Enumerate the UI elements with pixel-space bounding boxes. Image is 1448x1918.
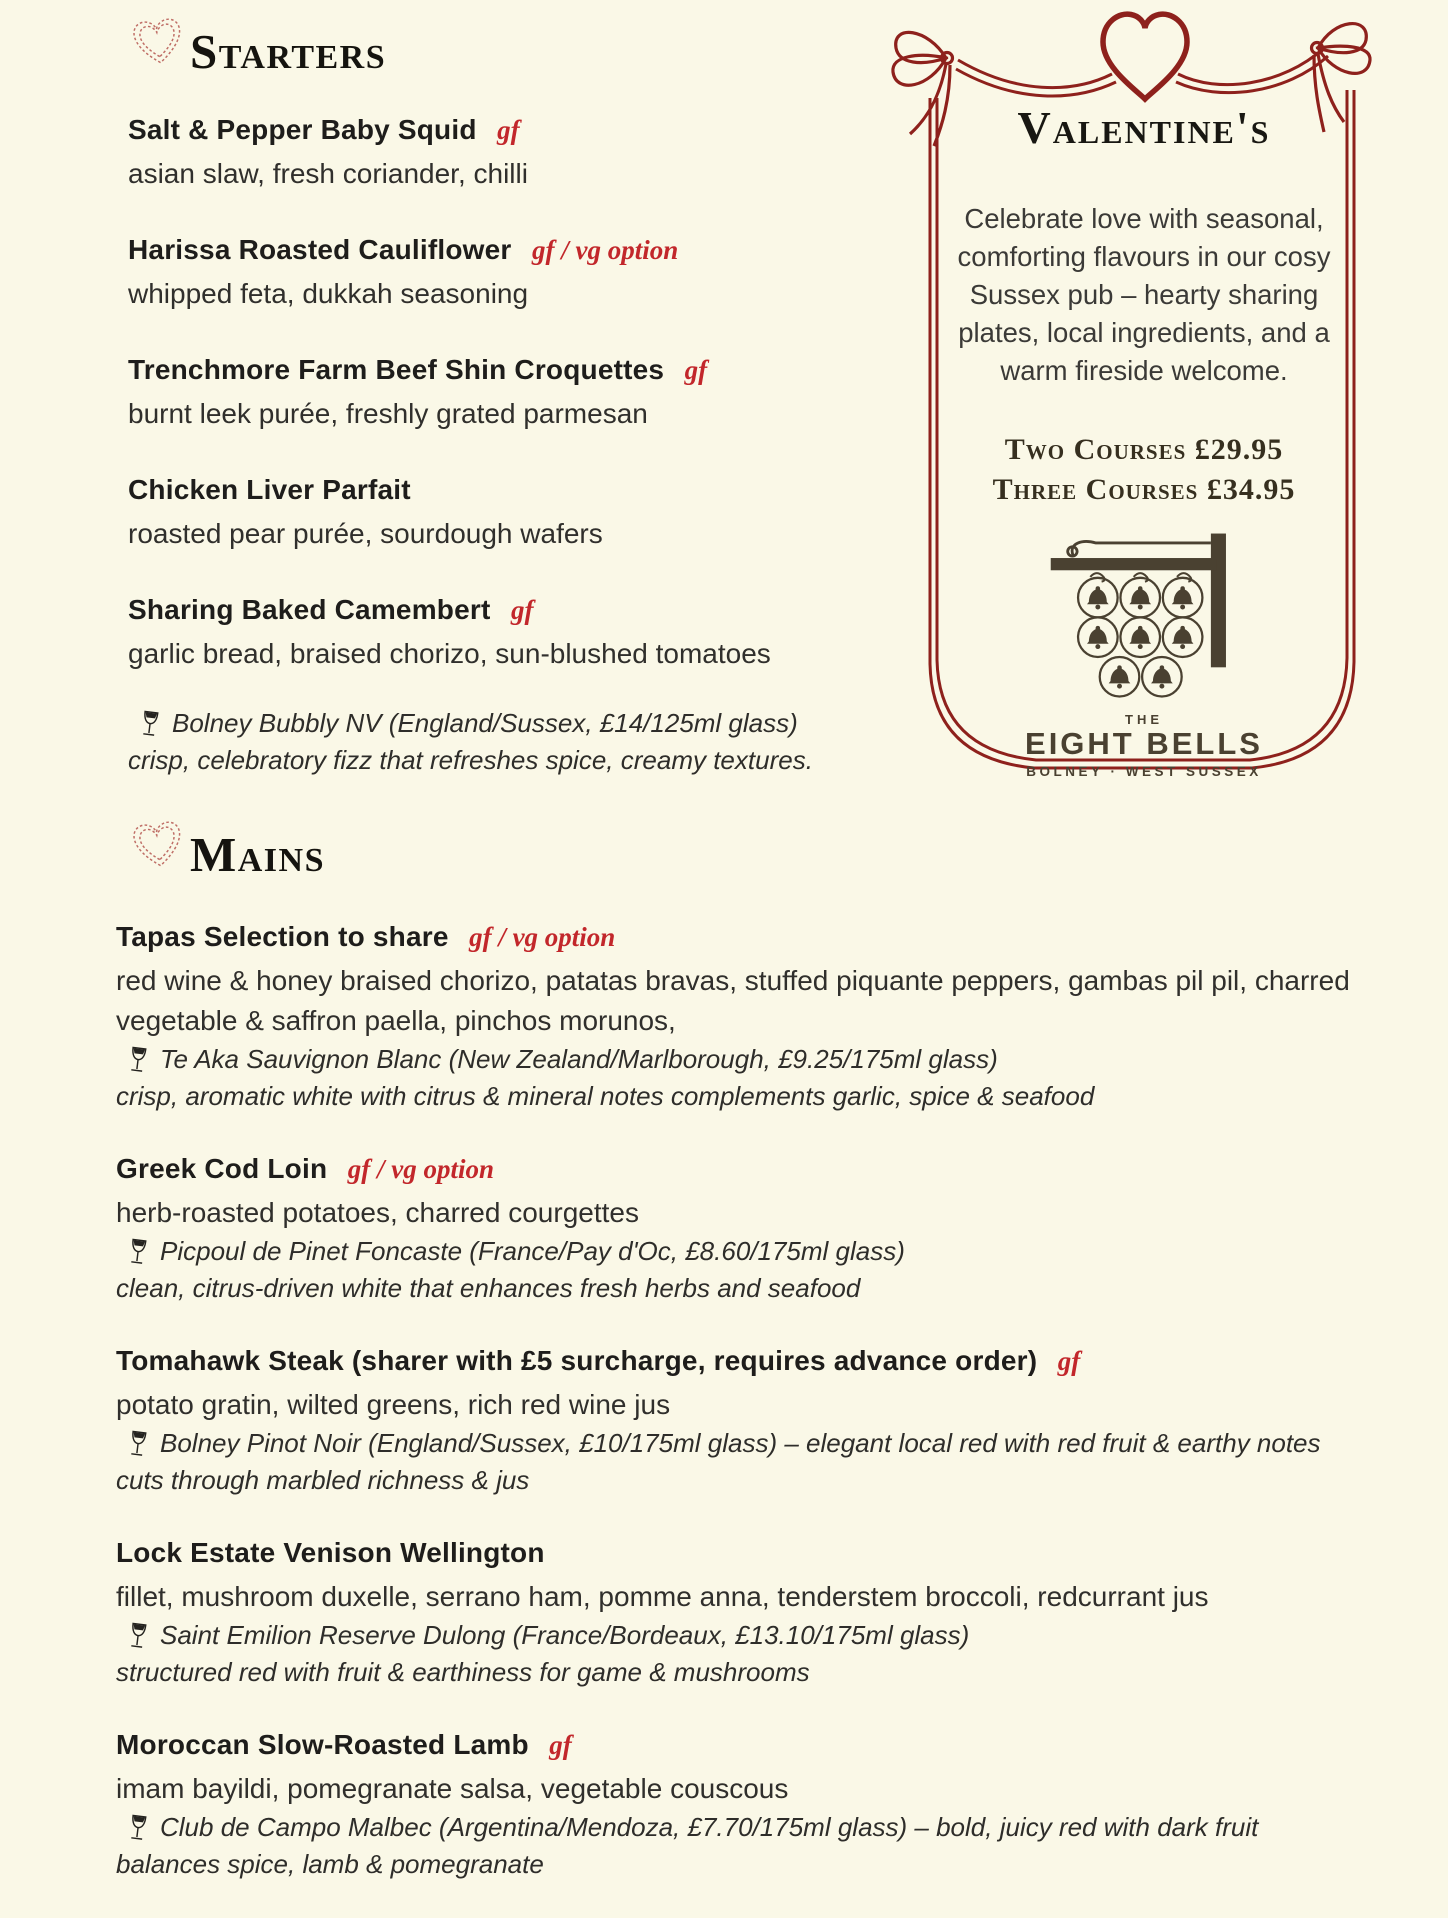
- wine-name-line: [116, 1425, 1416, 1462]
- dish-description: fillet, mushroom duxelle, serrano ham, pomme anna, tenderstem broccoli, redcurrant jus: [116, 1581, 1209, 1612]
- wine-glass-icon: [128, 1622, 148, 1650]
- menu-item-header: [116, 918, 1432, 961]
- logo-the: THE: [1125, 712, 1163, 727]
- wine-glass-icon: [128, 1814, 148, 1842]
- wine-note: cuts through marbled richness & jus: [116, 1465, 530, 1495]
- menu-item: [116, 1534, 1432, 1691]
- wine-name: Te Aka Sauvignon Blanc (New Zealand/Marlborough, £9.25/175ml glass): [160, 1044, 998, 1074]
- dish-name: Moroccan Slow-Roasted Lamb: [116, 1729, 529, 1760]
- mains-title: Mains: [190, 826, 325, 882]
- three-courses-price: Three Courses £34.95: [992, 473, 1296, 506]
- dish-description: herb-roasted potatoes, charred courgettes: [116, 1197, 639, 1228]
- dish-description: imam bayildi, pomegranate salsa, vegetable couscous: [116, 1773, 789, 1804]
- menu-item: [116, 1726, 1432, 1883]
- two-courses-price: Two Courses £29.95: [1004, 433, 1284, 466]
- dish-name: Harissa Roasted Cauliflower: [128, 234, 512, 265]
- eight-bells-logo: [866, 526, 1422, 779]
- valentines-panel: [866, 2, 1422, 802]
- valentines-panel-content: [866, 2, 1422, 779]
- pub-sign-bells-icon: [1045, 526, 1243, 705]
- logo-name: EIGHT BELLS: [1025, 726, 1263, 761]
- wine-pairing: [116, 1041, 1416, 1115]
- menu-item-header: [116, 1150, 1432, 1193]
- wine-name-line: [116, 1809, 1416, 1846]
- dish-description: garlic bread, braised chorizo, sun-blushed tomatoes: [128, 638, 771, 669]
- wine-name: Saint Emilion Reserve Dulong (France/Bordeaux, £13.10/175ml glass): [160, 1620, 970, 1650]
- wine-note: crisp, celebratory fizz that refreshes spice, creamy textures.: [128, 745, 813, 775]
- dietary-tag: gf: [497, 115, 520, 145]
- wine-glass-icon: [140, 710, 160, 738]
- wine-pairing: [116, 1617, 1416, 1691]
- dish-name: Tomahawk Steak (sharer with £5 surcharge, requires advance order): [116, 1345, 1038, 1376]
- dietary-tag: gf: [684, 355, 708, 385]
- dietary-tag: gf: [1057, 1346, 1081, 1376]
- dietary-tag: gf: [510, 595, 534, 625]
- menu-item-header: [116, 1726, 1432, 1769]
- valentines-title: Valentine's: [1017, 102, 1271, 153]
- dietary-tag: gf / vg option: [347, 1154, 494, 1184]
- stitched-heart-icon: [130, 819, 186, 884]
- wine-name-line: [116, 1617, 1416, 1654]
- starters-title: Starters: [190, 23, 387, 79]
- dish-description: whipped feta, dukkah seasoning: [128, 278, 529, 309]
- wine-note: clean, citrus-driven white that enhances fresh herbs and seafood: [116, 1273, 861, 1303]
- wine-name-line: [116, 1233, 1416, 1270]
- logo-location: BOLNEY · WEST SUSSEX: [1026, 764, 1262, 779]
- dish-description: red wine & honey braised chorizo, patatas bravas, stuffed piquante peppers, gambas pil pil, charred vegetable & saffron paella, pinchos morunos,: [116, 965, 1350, 1036]
- dish-description: asian slaw, fresh coriander, chilli: [128, 158, 528, 189]
- wine-glass-icon: [128, 1430, 148, 1458]
- dish-name: Sharing Baked Camembert: [128, 594, 491, 625]
- valentines-intro: Celebrate love with seasonal, comforting flavours in our cosy Sussex pub – hearty sharing plates, local ingredients, and a warm fireside welcome.: [957, 203, 1331, 386]
- dish-name: Greek Cod Loin: [116, 1153, 328, 1184]
- mains-heading: [130, 825, 1432, 884]
- dietary-tag: gf / vg option: [531, 235, 679, 265]
- dish-description: roasted pear purée, sourdough wafers: [128, 518, 603, 549]
- menu-item-header: [116, 1342, 1432, 1385]
- dish-name: Tapas Selection to share: [116, 921, 449, 952]
- menu-item: [116, 918, 1432, 1115]
- wine-glass-icon: [128, 1046, 148, 1074]
- menu-item: [116, 1150, 1432, 1307]
- dish-name: Trenchmore Farm Beef Shin Croquettes: [128, 354, 665, 385]
- wine-glass-icon: [128, 1238, 148, 1266]
- menu-item: [116, 1342, 1432, 1499]
- wine-note: crisp, aromatic white with citrus & mineral notes complements garlic, spice & seafood: [116, 1081, 1095, 1111]
- wine-name: Bolney Pinot Noir (England/Sussex, £10/175ml glass) – elegant local red with red fruit & earthy notes: [160, 1428, 1321, 1458]
- menu-item-header: [116, 1534, 1432, 1577]
- wine-name-line: [116, 1041, 1416, 1078]
- dish-description: burnt leek purée, freshly grated parmesan: [128, 398, 648, 429]
- wine-pairing: [116, 1425, 1416, 1499]
- dish-name: Salt & Pepper Baby Squid: [128, 114, 477, 145]
- wine-name: Club de Campo Malbec (Argentina/Mendoza, £7.70/175ml glass) – bold, juicy red with dark fruit: [160, 1812, 1259, 1842]
- dish-description: potato gratin, wilted greens, rich red wine jus: [116, 1389, 671, 1420]
- dish-name: Chicken Liver Parfait: [128, 474, 411, 505]
- stitched-heart-icon: [130, 16, 186, 81]
- wine-pairing: [116, 1233, 1416, 1307]
- wine-note: balances spice, lamb & pomegranate: [116, 1849, 544, 1879]
- wine-name: Bolney Bubbly NV (England/Sussex, £14/125ml glass): [172, 708, 798, 738]
- wine-name: Picpoul de Pinet Foncaste (France/Pay d'Oc, £8.60/175ml glass): [160, 1236, 905, 1266]
- mains-list: [116, 918, 1432, 1883]
- wine-pairing: [116, 1809, 1416, 1883]
- dish-name: Lock Estate Venison Wellington: [116, 1537, 545, 1568]
- dietary-tag: gf / vg option: [469, 922, 616, 952]
- set-menu-prices: [866, 430, 1422, 510]
- dietary-tag: gf: [549, 1730, 572, 1760]
- wine-note: structured red with fruit & earthiness for game & mushrooms: [116, 1657, 810, 1687]
